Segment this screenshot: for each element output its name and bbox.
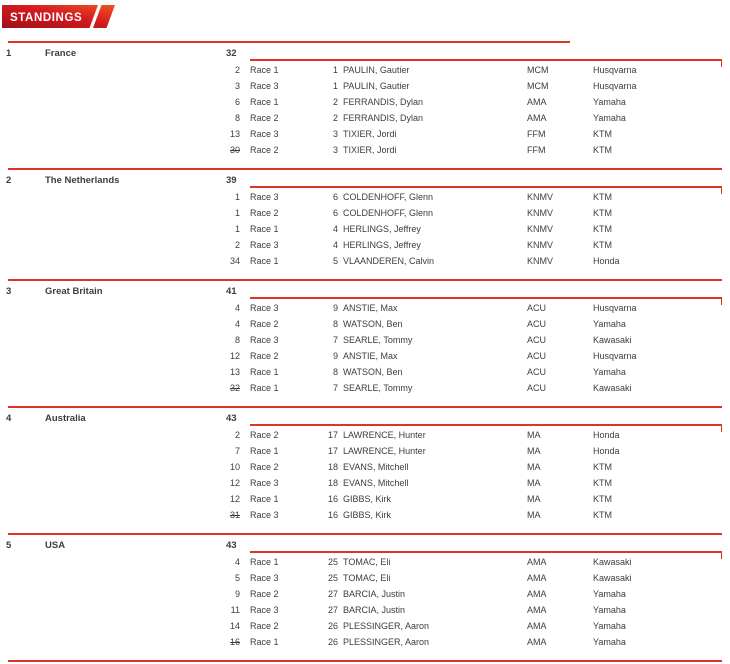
manufacturer: Honda — [593, 256, 620, 266]
rider-number: 4 — [332, 224, 338, 234]
race-label: Race 2 — [250, 319, 279, 329]
result-row — [0, 221, 730, 237]
race-label: Race 2 — [250, 430, 279, 440]
team-results — [0, 62, 730, 158]
result-position: 13 — [229, 129, 240, 139]
federation: AMA — [527, 637, 547, 647]
team-header — [0, 46, 730, 62]
manufacturer: Husqvarna — [593, 65, 637, 75]
team-rank: 1 — [6, 48, 12, 59]
rider-number: 8 — [332, 367, 338, 377]
result-row — [0, 427, 730, 443]
result-row — [0, 443, 730, 459]
result-position: 1 — [234, 192, 240, 202]
rider-name: ANSTIE, Max — [343, 303, 398, 313]
team-country: France — [45, 48, 77, 59]
federation: ACU — [527, 367, 547, 377]
race-label: Race 3 — [250, 478, 279, 488]
rider-name: LAWRENCE, Hunter — [343, 446, 426, 456]
result-position: 16 — [229, 637, 240, 647]
race-label: Race 1 — [250, 65, 279, 75]
rider-number: 18 — [327, 478, 338, 488]
team-results — [0, 189, 730, 269]
rider-name: EVANS, Mitchell — [343, 462, 409, 472]
result-position: 13 — [229, 367, 240, 377]
team-country: Australia — [45, 413, 86, 424]
rider-name: TIXIER, Jordi — [343, 145, 397, 155]
result-position: 31 — [229, 510, 240, 520]
rider-name: PAULIN, Gautier — [343, 81, 410, 91]
manufacturer: Yamaha — [593, 113, 626, 123]
manufacturer: Husqvarna — [593, 351, 637, 361]
federation: MA — [527, 446, 541, 456]
rider-name: BARCIA, Justin — [343, 605, 406, 615]
manufacturer: Yamaha — [593, 97, 626, 107]
bottom-rule — [8, 660, 722, 662]
federation: AMA — [527, 557, 547, 567]
rider-number: 26 — [327, 621, 338, 631]
team-header — [0, 538, 730, 554]
race-label: Race 1 — [250, 446, 279, 456]
result-position: 6 — [234, 97, 240, 107]
race-label: Race 1 — [250, 256, 279, 266]
federation: KNMV — [527, 256, 554, 266]
team-underline — [250, 424, 722, 426]
race-label: Race 3 — [250, 510, 279, 520]
result-position: 34 — [229, 256, 240, 266]
result-row — [0, 332, 730, 348]
federation: ACU — [527, 319, 547, 329]
federation: AMA — [527, 605, 547, 615]
result-position: 12 — [229, 494, 240, 504]
manufacturer: KTM — [593, 494, 612, 504]
federation: ACU — [527, 351, 547, 361]
result-row — [0, 618, 730, 634]
race-label: Race 2 — [250, 462, 279, 472]
result-row — [0, 380, 730, 396]
banner-flag-graphic — [2, 5, 116, 28]
rider-name: HERLINGS, Jeffrey — [343, 224, 421, 234]
race-label: Race 3 — [250, 81, 279, 91]
rider-number: 5 — [332, 256, 338, 266]
rider-name: PLESSINGER, Aaron — [343, 621, 430, 631]
rider-number: 4 — [332, 240, 338, 250]
team-total: 32 — [226, 48, 237, 59]
race-label: Race 1 — [250, 97, 279, 107]
race-label: Race 1 — [250, 494, 279, 504]
section-divider — [8, 533, 722, 535]
federation: MA — [527, 494, 541, 504]
rider-name: EVANS, Mitchell — [343, 478, 409, 488]
rider-number: 2 — [332, 113, 338, 123]
rider-number: 17 — [327, 430, 338, 440]
rider-number: 6 — [332, 192, 338, 202]
team-underline — [250, 551, 722, 553]
race-label: Race 3 — [250, 192, 279, 202]
result-position: 7 — [234, 446, 240, 456]
rider-name: SEARLE, Tommy — [343, 335, 413, 345]
federation: KNMV — [527, 192, 554, 202]
result-position: 4 — [234, 303, 240, 313]
rider-number: 3 — [332, 129, 338, 139]
result-row — [0, 364, 730, 380]
section-divider — [8, 406, 722, 408]
manufacturer: KTM — [593, 478, 612, 488]
rider-number: 1 — [332, 81, 338, 91]
federation: KNMV — [527, 224, 554, 234]
team-underline — [250, 186, 722, 188]
result-position: 30 — [229, 145, 240, 155]
team-total: 43 — [226, 413, 237, 424]
rider-number: 18 — [327, 462, 338, 472]
result-position: 4 — [234, 319, 240, 329]
manufacturer: Yamaha — [593, 637, 626, 647]
manufacturer: Yamaha — [593, 319, 626, 329]
team-country: USA — [45, 540, 66, 551]
team-rank: 4 — [6, 413, 12, 424]
result-row — [0, 491, 730, 507]
rider-number: 27 — [327, 605, 338, 615]
result-position: 12 — [229, 478, 240, 488]
team-rank: 2 — [6, 175, 12, 186]
federation: AMA — [527, 621, 547, 631]
manufacturer: KTM — [593, 145, 612, 155]
federation: ACU — [527, 303, 547, 313]
manufacturer: Yamaha — [593, 621, 626, 631]
manufacturer: KTM — [593, 129, 612, 139]
rider-name: PLESSINGER, Aaron — [343, 637, 430, 647]
result-row — [0, 253, 730, 269]
rider-number: 25 — [327, 573, 338, 583]
result-row — [0, 300, 730, 316]
result-row — [0, 586, 730, 602]
rider-number: 2 — [332, 97, 338, 107]
section-divider — [8, 41, 570, 43]
federation: MCM — [527, 81, 549, 91]
federation: MA — [527, 510, 541, 520]
rider-number: 17 — [327, 446, 338, 456]
rider-number: 6 — [332, 208, 338, 218]
result-position: 8 — [234, 113, 240, 123]
race-label: Race 2 — [250, 589, 279, 599]
race-label: Race 3 — [250, 573, 279, 583]
team-results — [0, 300, 730, 396]
result-row — [0, 459, 730, 475]
team-rank: 5 — [6, 540, 12, 551]
rider-number: 27 — [327, 589, 338, 599]
rider-name: SEARLE, Tommy — [343, 383, 413, 393]
result-row — [0, 78, 730, 94]
race-label: Race 3 — [250, 303, 279, 313]
manufacturer: KTM — [593, 192, 612, 202]
rider-number: 7 — [332, 383, 338, 393]
result-position: 2 — [234, 430, 240, 440]
team-total: 41 — [226, 286, 237, 297]
federation: AMA — [527, 113, 547, 123]
manufacturer: Husqvarna — [593, 303, 637, 313]
manufacturer: Yamaha — [593, 605, 626, 615]
manufacturer: KTM — [593, 224, 612, 234]
rider-name: WATSON, Ben — [343, 367, 403, 377]
team-header — [0, 284, 730, 300]
rider-number: 26 — [327, 637, 338, 647]
result-position: 3 — [234, 81, 240, 91]
manufacturer: Yamaha — [593, 367, 626, 377]
result-position: 5 — [234, 573, 240, 583]
manufacturer: KTM — [593, 510, 612, 520]
rider-number: 16 — [327, 510, 338, 520]
race-label: Race 3 — [250, 605, 279, 615]
federation: AMA — [527, 97, 547, 107]
manufacturer: KTM — [593, 208, 612, 218]
team-total: 39 — [226, 175, 237, 186]
federation: FFM — [527, 129, 546, 139]
result-position: 11 — [230, 605, 240, 615]
result-row — [0, 62, 730, 78]
federation: ACU — [527, 383, 547, 393]
rider-number: 16 — [327, 494, 338, 504]
rider-name: TOMAC, Eli — [343, 557, 391, 567]
rider-number: 9 — [332, 351, 338, 361]
manufacturer: Husqvarna — [593, 81, 637, 91]
federation: MA — [527, 430, 541, 440]
team-underline — [250, 59, 722, 61]
rider-name: PAULIN, Gautier — [343, 65, 410, 75]
result-position: 32 — [229, 383, 240, 393]
rider-name: VLAANDEREN, Calvin — [343, 256, 435, 266]
rider-number: 8 — [332, 319, 338, 329]
rider-name: FERRANDIS, Dylan — [343, 113, 424, 123]
result-position: 1 — [234, 208, 240, 218]
rider-name: ANSTIE, Max — [343, 351, 398, 361]
rider-name: LAWRENCE, Hunter — [343, 430, 426, 440]
manufacturer: KTM — [593, 462, 612, 472]
manufacturer: Yamaha — [593, 589, 626, 599]
banner-label: STANDINGS — [10, 12, 83, 24]
result-row — [0, 570, 730, 586]
race-label: Race 2 — [250, 145, 279, 155]
team-rank: 3 — [6, 286, 12, 297]
result-row — [0, 94, 730, 110]
rider-number: 1 — [332, 65, 338, 75]
federation: AMA — [527, 573, 547, 583]
race-label: Race 1 — [250, 224, 279, 234]
rider-name: COLDENHOFF, Glenn — [343, 208, 434, 218]
federation: AMA — [527, 589, 547, 599]
result-position: 1 — [234, 224, 240, 234]
rider-name: TOMAC, Eli — [343, 573, 391, 583]
rider-name: GIBBS, Kirk — [343, 494, 392, 504]
federation: KNMV — [527, 240, 554, 250]
rider-number: 7 — [332, 335, 338, 345]
result-position: 14 — [229, 621, 240, 631]
result-row — [0, 189, 730, 205]
race-label: Race 1 — [250, 383, 279, 393]
result-position: 12 — [229, 351, 240, 361]
rider-number: 3 — [332, 145, 338, 155]
result-position: 4 — [234, 557, 240, 567]
team-country: The Netherlands — [45, 175, 120, 186]
manufacturer: Kawasaki — [593, 557, 632, 567]
result-row — [0, 237, 730, 253]
rider-name: HERLINGS, Jeffrey — [343, 240, 421, 250]
result-position: 9 — [234, 589, 240, 599]
race-label: Race 1 — [250, 557, 279, 567]
federation: ACU — [527, 335, 547, 345]
federation: MCM — [527, 65, 549, 75]
manufacturer: Kawasaki — [593, 383, 632, 393]
race-label: Race 3 — [250, 240, 279, 250]
result-row — [0, 554, 730, 570]
result-row — [0, 316, 730, 332]
rider-name: FERRANDIS, Dylan — [343, 97, 424, 107]
federation: FFM — [527, 145, 546, 155]
manufacturer: KTM — [593, 240, 612, 250]
race-label: Race 2 — [250, 351, 279, 361]
manufacturer: Honda — [593, 446, 620, 456]
result-position: 10 — [229, 462, 240, 472]
result-position: 2 — [234, 65, 240, 75]
result-row — [0, 475, 730, 491]
race-label: Race 1 — [250, 637, 279, 647]
race-label: Race 2 — [250, 621, 279, 631]
result-row — [0, 110, 730, 126]
race-label: Race 1 — [250, 367, 279, 377]
result-row — [0, 142, 730, 158]
race-label: Race 3 — [250, 129, 279, 139]
rider-name: WATSON, Ben — [343, 319, 403, 329]
result-row — [0, 348, 730, 364]
team-total: 43 — [226, 540, 237, 551]
result-position: 8 — [234, 335, 240, 345]
rider-name: COLDENHOFF, Glenn — [343, 192, 434, 202]
team-underline — [250, 297, 722, 299]
result-row — [0, 205, 730, 221]
rider-number: 9 — [332, 303, 338, 313]
rider-name: TIXIER, Jordi — [343, 129, 397, 139]
section-divider — [8, 279, 722, 281]
result-position: 2 — [234, 240, 240, 250]
federation: MA — [527, 462, 541, 472]
race-label: Race 2 — [250, 208, 279, 218]
team-header — [0, 411, 730, 427]
result-row — [0, 126, 730, 142]
result-row — [0, 634, 730, 650]
race-label: Race 3 — [250, 335, 279, 345]
federation: MA — [527, 478, 541, 488]
manufacturer: Kawasaki — [593, 573, 632, 583]
manufacturer: Honda — [593, 430, 620, 440]
manufacturer: Kawasaki — [593, 335, 632, 345]
rider-name: BARCIA, Justin — [343, 589, 406, 599]
team-results — [0, 427, 730, 523]
team-country: Great Britain — [45, 286, 103, 297]
federation: KNMV — [527, 208, 554, 218]
result-row — [0, 507, 730, 523]
section-divider — [8, 168, 722, 170]
rider-name: GIBBS, Kirk — [343, 510, 392, 520]
race-label: Race 2 — [250, 113, 279, 123]
result-row — [0, 602, 730, 618]
team-results — [0, 554, 730, 650]
team-header — [0, 173, 730, 189]
standings-banner — [2, 5, 116, 28]
rider-number: 25 — [327, 557, 338, 567]
